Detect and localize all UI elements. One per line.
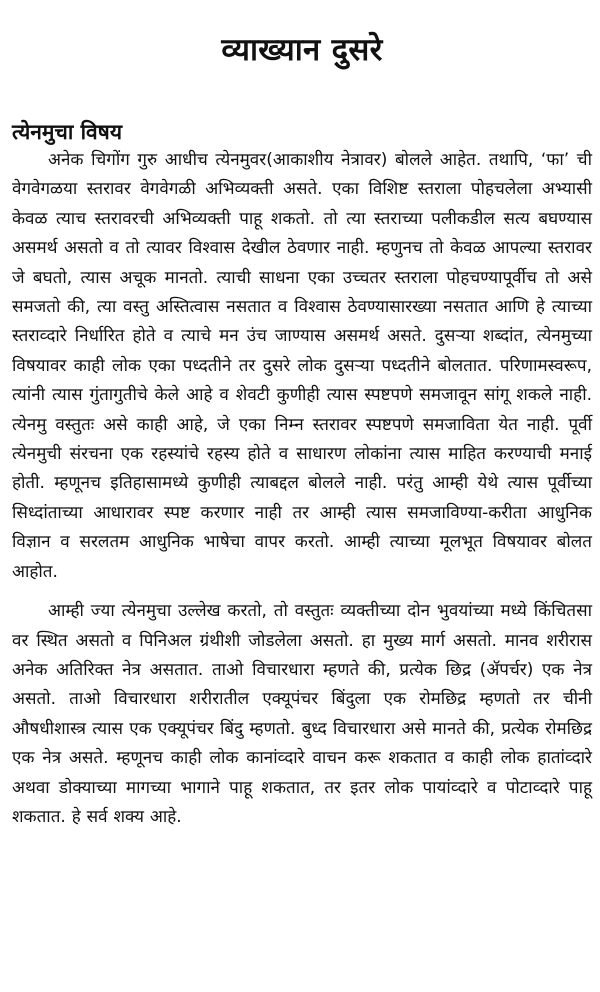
section-heading: त्येनमुचा विषय [12, 120, 123, 144]
body-paragraph-1: अनेक चिगोंग गुरु आधीच त्येनमुवर(आकाशीय नेत्रावर) बोलले आहेत. तथापि, ‘फा’ ची वेगवेगळया स्तरावर वेगवेगळी अभिव्यक्ती असते. एका विशिष्ट स्तराला पोहचलेला अभ्यासी केवळ त्याच स्तरावरची अभिव्यक्ती पाहू शकतो. तो त्या स्तराच्या पलीकडील सत्य बघण्यास असमर्थ असतो व तो त्यावर विश्वास देखील ठेवणार नाही. म्हणुनच तो केवळ आपल्या स्तरावर जे बघतो, त्यास अचूक मानतो. त्याची साधना एका उच्चतर स्तराला पोहचण्यापूर्वीच तो असे समजतो की, त्या वस्तु अस्तित्वास नसतात व विश्वास ठेवण्यासारख्या नसतात आणि हे त्याच्या स्तराव्दारे निर्धारित होते व त्याचे मन उंच जाण्यास असमर्थ असते. दुसऱ्या शब्दांत, त्येनमुच्या विषयावर काही लोक एका पध्दतीने तर दुसरे लोक दुसऱ्या पध्दतीने बोलतात. परिणामस्वरूप, त्यांनी त्यास गुंतागुतीचे केले आहे व शेवटी कुणीही त्यास स्पष्टपणे समजावून सांगू शकले नाही. त्येनमु वस्तुतः असे काही आहे, जे एका निम्न स्तरावर स्पष्टपणे समजाविता येत नाही. पूर्वी त्येनमुची संरचना एक रहस्यांचे रहस्य होते व साधारण लोकांना त्यास माहित करण्याची मनाई होती. म्हणूनच इतिहासामध्ये कुणीही त्याबद्दल बोलले नाही. परंतु आम्ही येथे त्यास पूर्वीच्या सिध्दांताच्या आधारावर स्पष्ट करणार नाही तर आम्ही त्यास समजाविण्या-करीता आधुनिक विज्ञान व सरलतम आधुनिक भाषेचा वापर करतो. आम्ही त्याच्या मूलभूत विषयावर बोलत आहोत. [12, 150, 592, 582]
body-paragraph-2: आम्ही ज्या त्येनमुचा उल्लेख करतो, तो वस्तुतः व्यक्तीच्या दोन भुवयांच्या मध्ये किंचितसा वर स्थित असतो व पिनिअल ग्रंथीशी जोडलेला असतो. हा मुख्य मार्ग असतो. मानव शरीरास अनेक अतिरिक्त नेत्र असतात. ताओ विचारधारा म्हणते की, प्रत्येक छिद्र (ॲपर्चर) एक नेत्र असतो. ताओ विचारधारा शरीरातील एक्यूपंचर बिंदुला एक रोमछिद्र म्हणतो तर चीनी औषधीशास्त्र त्यास एक एक्यूपंचर बिंदु म्हणतो. बुध्द विचारधारा असे मानते की, प्रत्येक रोमछिद्र एक नेत्र असते. म्हणूनच काही लोक कानांव्दारे वाचन करू शकतात व काही लोक हातांव्दारे अथवा डोक्याच्या मागच्या भागाने पाहू शकतात, तर इतर लोक पायांव्दारे व पोटाव्दारे पाहू शकतात. हे सर्व शक्य आहे. [12, 601, 592, 827]
chapter-title: व्याख्यान दुसरे [221, 32, 383, 68]
